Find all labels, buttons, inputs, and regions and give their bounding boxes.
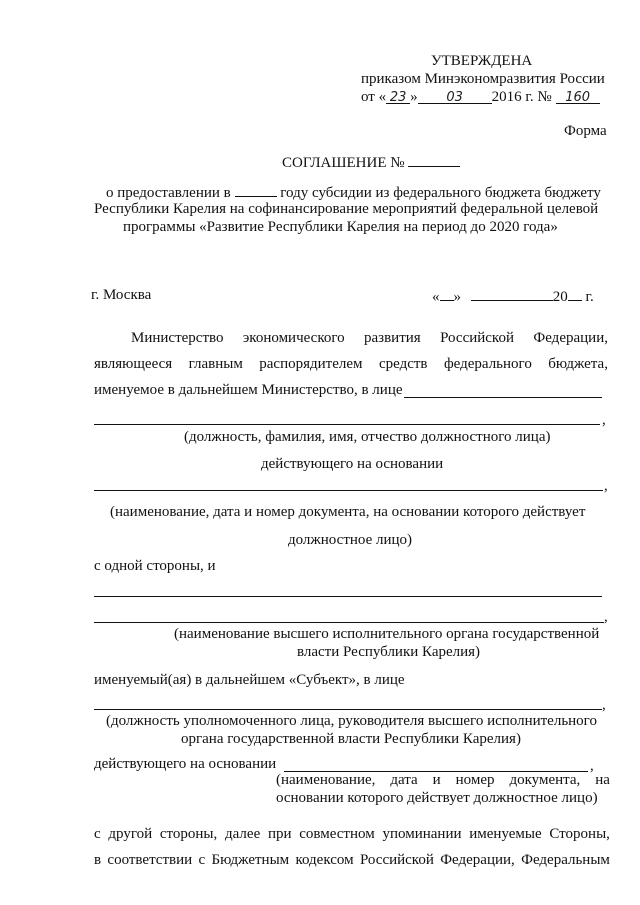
- word: номер: [455, 772, 495, 788]
- approval-from-label: от «: [361, 89, 387, 105]
- date-year-suffix: г.: [585, 289, 594, 305]
- date-year-blank: [568, 286, 582, 301]
- date-year-prefix: 20: [552, 289, 568, 305]
- form-label: Форма: [564, 123, 607, 139]
- word: и: [432, 772, 441, 788]
- place: г. Москва: [91, 287, 152, 303]
- approval-date-line: [361, 88, 600, 106]
- word: Стороны,: [549, 826, 610, 842]
- agreement-subtitle-line2: Республики Карелия на софинансирование мероприятий федеральной целевой: [94, 201, 599, 217]
- word: документа,: [509, 772, 581, 788]
- agreement-subtitle-line3: программы «Развитие Республики Карелия на период до 2020 года»: [123, 219, 558, 235]
- word: являющееся: [94, 356, 173, 372]
- subtitle-year-blank: [235, 182, 277, 197]
- note-subject-line1: (наименование высшего исполнительного органа государственной: [174, 626, 600, 642]
- word: с: [94, 826, 101, 842]
- note-subject-line2: власти Республики Карелия): [297, 644, 481, 660]
- approval-day: 23: [386, 89, 410, 104]
- word: Федерации,: [440, 852, 515, 868]
- word: кодексом: [295, 852, 354, 868]
- comma: ,: [602, 412, 606, 428]
- comma: ,: [602, 697, 606, 713]
- date-line: [432, 286, 594, 306]
- word: развития: [364, 330, 421, 346]
- word: средств: [378, 356, 428, 372]
- word: стороны,: [159, 826, 218, 842]
- date-day-blank: [440, 286, 454, 301]
- word: в: [94, 852, 102, 868]
- ministry-basis-blank: [94, 490, 603, 491]
- note-subject-rep-line1: (должность уполномоченного лица, руководителя высшего исполнительного: [106, 713, 597, 729]
- word: (наименование,: [276, 772, 376, 788]
- acting-basis-label-2: действующего на основании: [94, 756, 277, 772]
- approval-number: 160: [556, 89, 600, 104]
- word: главным: [188, 356, 243, 372]
- agreement-title-text: СОГЛАШЕНИЕ №: [282, 155, 405, 171]
- subject-label: именуемый(ая) в дальнейшем «Субъект», в лице: [94, 672, 405, 688]
- note-subject-basis-line2: основании которого действует должностное лицо): [276, 790, 598, 806]
- word: федерального: [443, 356, 532, 372]
- note-basis-line2: должностное лицо): [288, 532, 413, 548]
- ministry-position-blank: [94, 424, 600, 425]
- word: именуемые: [469, 826, 542, 842]
- agreement-number-blank: [408, 152, 460, 167]
- one-side-label: с одной стороны, и: [94, 558, 216, 574]
- approval-order-line: приказом Минэкономразвития России: [361, 71, 605, 87]
- word: при: [267, 826, 292, 842]
- body-accordance-line: [94, 851, 610, 869]
- subject-body-blank-2: [94, 622, 604, 623]
- word: Российской: [440, 330, 514, 346]
- subject-representative-blank: [94, 709, 602, 710]
- approval-title: УТВЕРЖДЕНА: [431, 53, 533, 69]
- date-close-quote: »: [453, 289, 461, 305]
- word: Федерации,: [533, 330, 608, 346]
- word: экономического: [242, 330, 345, 346]
- body-other-side-line: [94, 825, 610, 843]
- approval-year-number-label: 2016 г. №: [491, 89, 552, 105]
- agreement-subtitle-line1: [106, 182, 601, 202]
- word: дата: [390, 772, 418, 788]
- word: Бюджетным: [211, 852, 290, 868]
- word: распорядителем: [259, 356, 363, 372]
- ministry-representative-blank: [404, 397, 602, 398]
- agreement-title: [282, 152, 460, 172]
- date-open-quote: «: [432, 289, 440, 305]
- word: на: [595, 772, 610, 788]
- comma: ,: [590, 758, 594, 774]
- subtitle-suffix: году субсидии из федерального бюджета бюджету: [280, 185, 601, 201]
- body-line-1: [131, 329, 608, 347]
- word: далее: [225, 826, 261, 842]
- word: бюджета,: [548, 356, 608, 372]
- word: соответствии: [107, 852, 193, 868]
- note-ministry-person: (должность, фамилия, имя, отчество должностного лица): [184, 429, 551, 445]
- body-line-2: [94, 355, 608, 373]
- comma: ,: [604, 478, 608, 494]
- approval-month: 03: [418, 89, 492, 104]
- note-subject-basis-line1: [276, 771, 610, 789]
- word: упоминании: [382, 826, 462, 842]
- note-subject-rep-line2: органа государственной власти Республики Карелия): [181, 731, 521, 747]
- note-basis-line1: (наименование, дата и номер документа, на основании которого действует: [110, 504, 586, 520]
- word: другой: [108, 826, 153, 842]
- word: Министерство: [131, 330, 224, 346]
- subject-body-blank-1: [94, 596, 602, 597]
- word: с: [198, 852, 206, 868]
- approval-close-quote: »: [410, 89, 418, 105]
- subtitle-prefix: о предоставлении в: [106, 185, 231, 201]
- word: Федеральным: [521, 852, 610, 868]
- acting-basis-label: действующего на основании: [261, 456, 444, 472]
- body-line-3: именуемое в дальнейшем Министерство, в лице: [94, 382, 403, 398]
- date-month-blank: [471, 286, 553, 301]
- word: Российской: [359, 852, 434, 868]
- comma: ,: [604, 609, 608, 625]
- word: совместном: [299, 826, 375, 842]
